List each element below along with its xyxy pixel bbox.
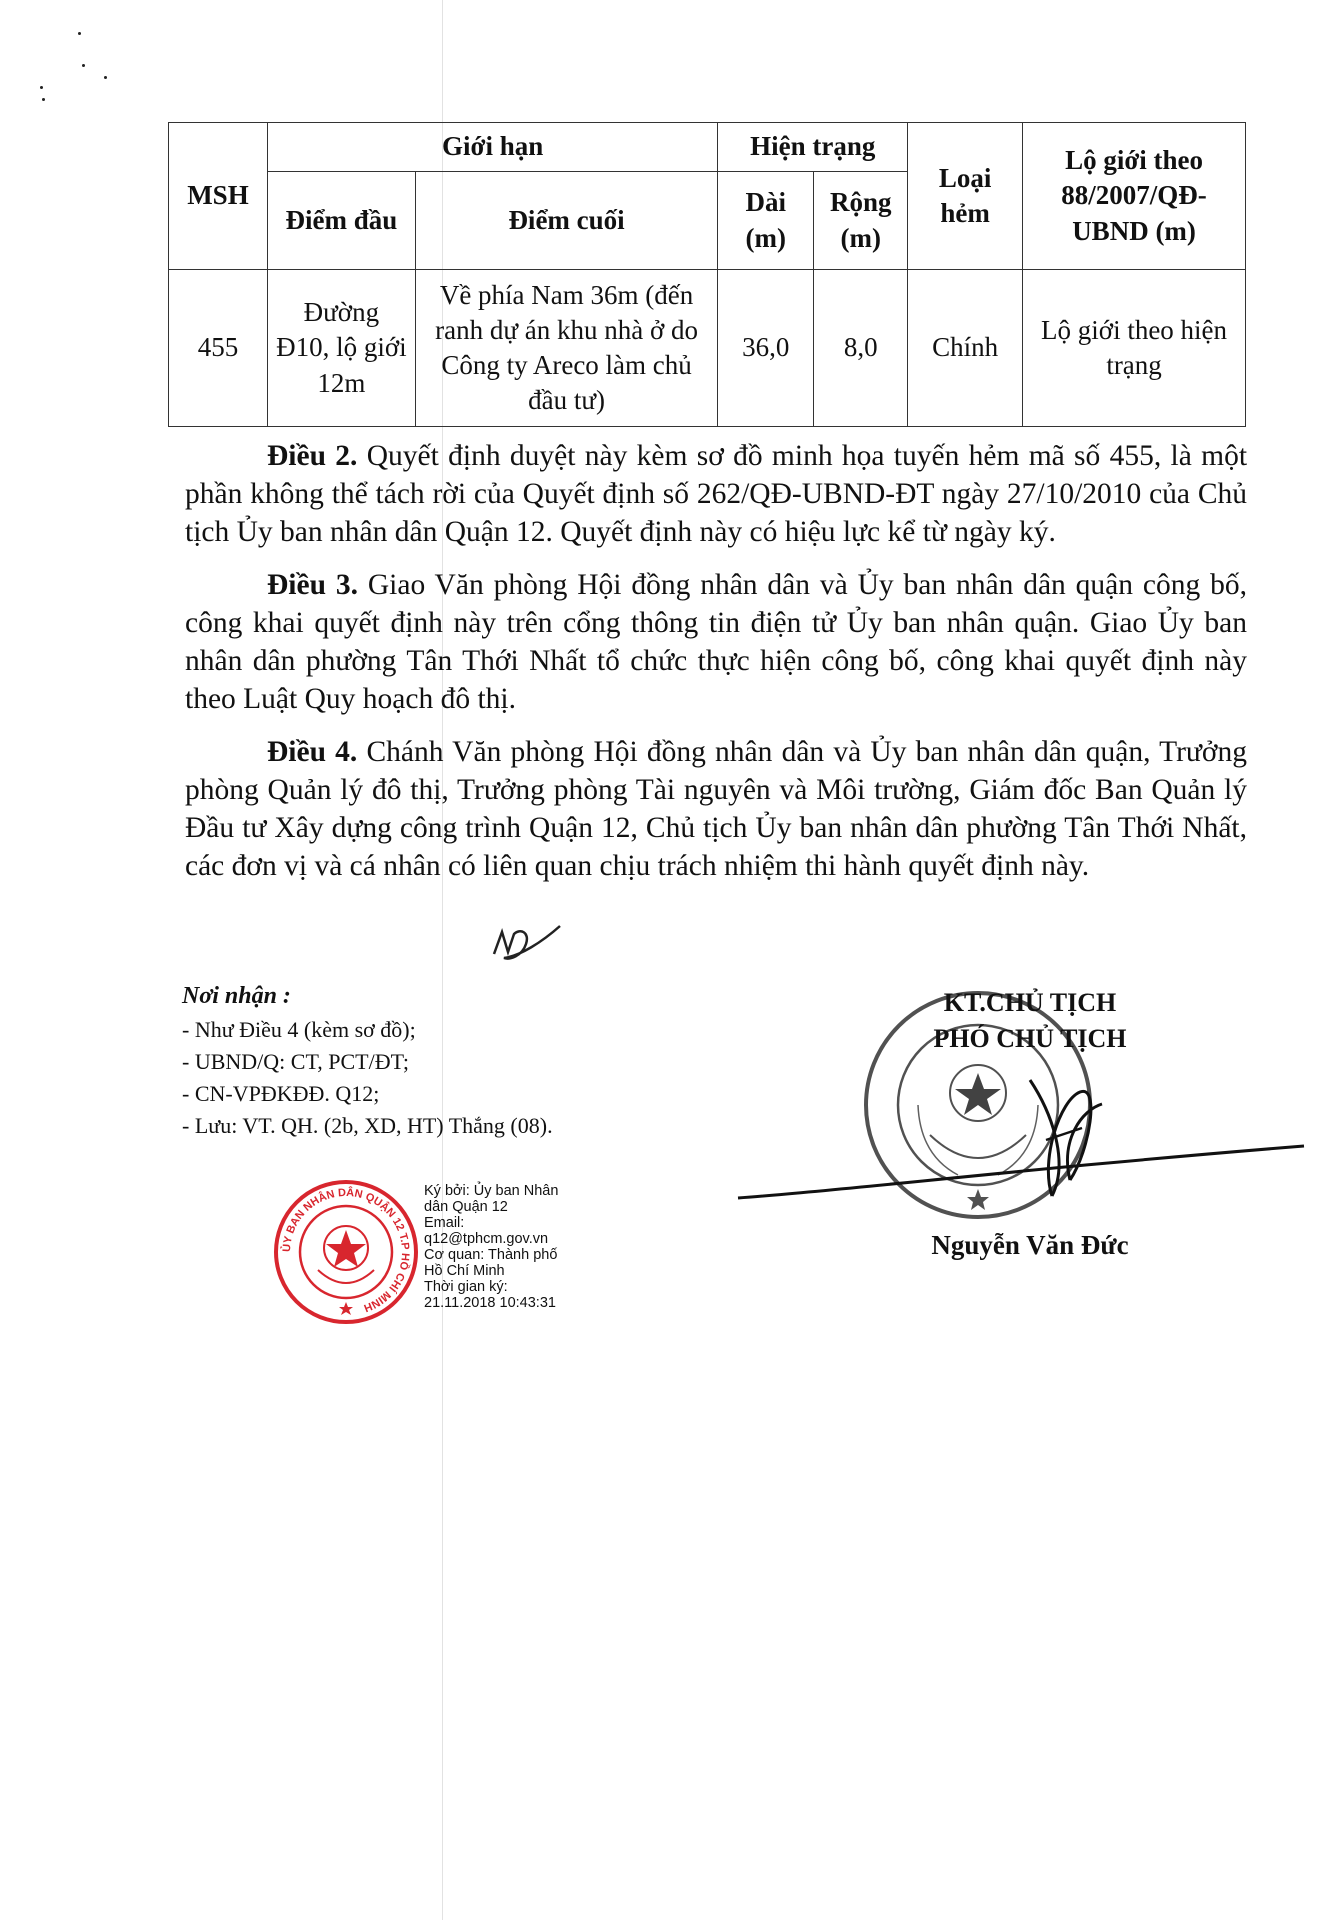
signer-name: Nguyễn Văn Đức bbox=[931, 1230, 1129, 1260]
digital-seal-icon bbox=[272, 1178, 420, 1326]
cell-msh: 455 bbox=[169, 270, 268, 427]
article-text: Chánh Văn phòng Hội đồng nhân dân và Ủy ban nhân dân quận, Trưởng phòng Quản lý đô thị, Trưởng phòng Tài nguyên và Môi trường, Giám đốc Ban Quản lý Đầu tư Xây dựng công trình Quận 12, Chủ tịch Ủy ban nhân dân phường Tân Thới Nhất, các đơn vị và cá nhân có liên quan chịu trách nhiệm thi hành quyết định này. bbox=[185, 736, 1247, 882]
agency-line: Cơ quan: Thành phố bbox=[424, 1247, 558, 1263]
article-3 bbox=[185, 566, 1247, 718]
article-label: Điều 3. bbox=[267, 569, 358, 601]
agency-line: Hồ Chí Minh bbox=[424, 1263, 505, 1279]
cell-rong: 8,0 bbox=[814, 270, 908, 427]
recipient-item: - Như Điều 4 (kèm sơ đồ); bbox=[182, 1017, 416, 1042]
header-dai: Dài (m) bbox=[718, 172, 814, 270]
initials-mark-icon bbox=[490, 918, 570, 968]
header-diem-dau: Điểm đầu bbox=[267, 172, 415, 270]
recipient-item: - Lưu: VT. QH. (2b, XD, HT) Thắng (08). bbox=[182, 1113, 553, 1138]
article-label: Điều 4. bbox=[267, 736, 358, 768]
header-loai-hem: Loại hẻm bbox=[908, 123, 1023, 270]
alley-table bbox=[168, 122, 1246, 427]
articles-body bbox=[185, 437, 1247, 900]
cell-dai: 36,0 bbox=[718, 270, 814, 427]
recipient-item: - UBND/Q: CT, PCT/ĐT; bbox=[182, 1049, 409, 1074]
header-lo-gioi: Lộ giới theo 88/2007/QĐ-UBND (m) bbox=[1023, 123, 1246, 270]
article-text: Giao Văn phòng Hội đồng nhân dân và Ủy ban nhân dân quận công bố, công khai quyết định này trên cổng thông tin điện tử Ủy ban nhân quận. Giao Ủy ban nhân dân phường Tân Thới Nhất tổ chức thực hiện công bố, công khai quyết định này theo Luật Quy hoạch đô thị. bbox=[185, 569, 1247, 715]
recipients-block bbox=[182, 980, 553, 1142]
scan-artifacts bbox=[38, 30, 108, 100]
cell-diem-cuoi: Về phía Nam 36m (đến ranh dự án khu nhà ở do Công ty Areco làm chủ đầu tư) bbox=[415, 270, 718, 427]
email-label: Email: bbox=[424, 1215, 465, 1231]
header-diem-cuoi: Điểm cuối bbox=[415, 172, 718, 270]
signer-title-line1: KT.CHỦ TỊCH bbox=[943, 988, 1117, 1017]
signed-by-line: Ký bởi: Ủy ban Nhân bbox=[424, 1183, 559, 1199]
header-gioi-han: Giới hạn bbox=[267, 123, 717, 172]
time-label: Thời gian ký: bbox=[424, 1279, 508, 1295]
article-4 bbox=[185, 733, 1247, 885]
digital-signature-info bbox=[424, 1183, 558, 1311]
signer-title-line2: PHÓ CHỦ TỊCH bbox=[933, 1024, 1127, 1053]
handwritten-signature-icon bbox=[730, 1040, 1310, 1240]
cell-lo-gioi: Lộ giới theo hiện trạng bbox=[1023, 270, 1246, 427]
email-value: q12@tphcm.gov.vn bbox=[424, 1231, 549, 1247]
cell-diem-dau: Đường Đ10, lộ giới 12m bbox=[267, 270, 415, 427]
header-hien-trang: Hiện trạng bbox=[718, 123, 908, 172]
recipient-item: - CN-VPĐKĐĐ. Q12; bbox=[182, 1081, 380, 1106]
signed-by-line: dân Quận 12 bbox=[424, 1199, 508, 1215]
article-2 bbox=[185, 437, 1247, 551]
seal-text: ỦY BAN NHÂN DÂN QUẬN 12 T.P HỒ CHÍ MINH bbox=[280, 1186, 412, 1314]
article-label: Điều 2. bbox=[267, 440, 358, 472]
time-value: 21.11.2018 10:43:31 bbox=[424, 1295, 556, 1311]
recipients-title: Nơi nhận : bbox=[182, 983, 291, 1009]
article-text: Quyết định duyệt này kèm sơ đồ minh họa tuyến hẻm mã số 455, là một phần không thể tách rời của Quyết định số 262/QĐ-UBND-ĐT ngày 27/10/2010 của Chủ tịch Ủy ban nhân dân Quận 12. Quyết định này có hiệu lực kể từ ngày ký. bbox=[185, 440, 1248, 548]
header-rong: Rộng (m) bbox=[814, 172, 908, 270]
header-msh: MSH bbox=[169, 123, 268, 270]
table-row bbox=[169, 270, 1246, 427]
cell-loai-hem: Chính bbox=[908, 270, 1023, 427]
